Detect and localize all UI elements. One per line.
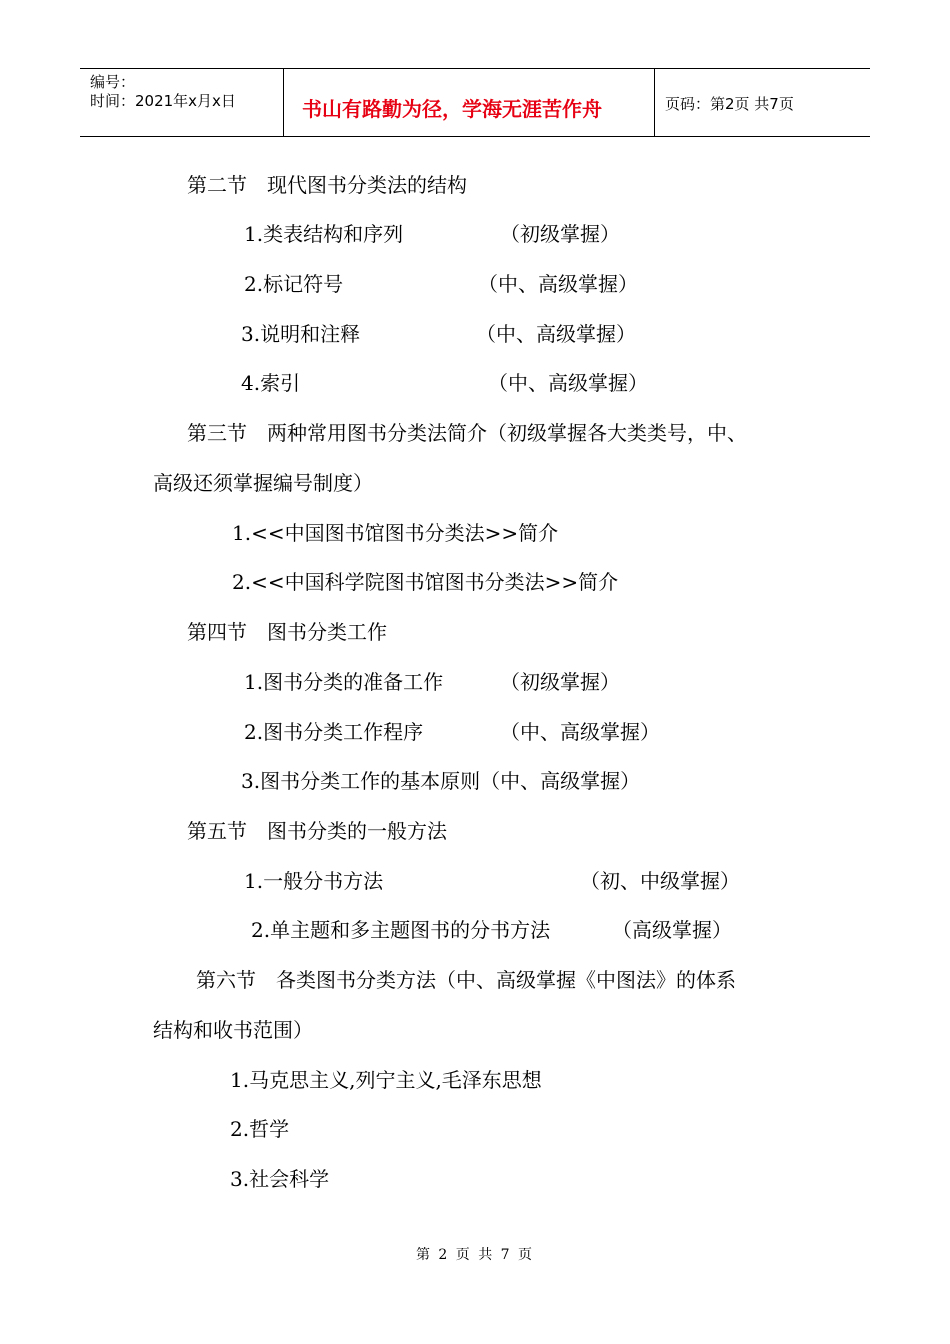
list-item: 2.标记符号 [244,272,344,296]
section-heading-cont: 结构和收书范围） [153,1018,313,1042]
list-item: 3.图书分类工作的基本原则（中、高级掌握） [241,769,641,793]
page-label: 页码：第2页 共7页 [665,95,794,113]
section-heading: 第六节 各类图书分类方法（中、高级掌握《中图法》的体系 [196,968,736,992]
list-item: 3.社会科学 [230,1167,330,1191]
level-note: （中、高级掌握） [500,720,660,744]
list-item: 2.单主题和多主题图书的分书方法 [251,918,551,942]
section-heading: 第五节 图书分类的一般方法 [187,819,447,843]
section-heading-cont: 高级还须掌握编号制度） [153,471,373,495]
level-note: （中、高级掌握） [476,322,636,346]
list-item: 1.一般分书方法 [244,869,384,893]
list-item: 1.<<中国图书馆图书分类法>>简介 [232,521,559,545]
date-label: 时间：2021年x月x日 [90,92,236,110]
header-meta-cell [80,69,284,136]
list-item: 2.哲学 [230,1117,290,1141]
level-note: （高级掌握） [612,918,732,942]
list-item: 1.马克思主义,列宁主义,毛泽东思想 [230,1068,542,1092]
header-table [80,68,870,137]
list-item: 3.说明和注释 [241,322,361,346]
header-motto-cell [284,69,655,136]
level-note: （初级掌握） [500,670,620,694]
motto: 书山有路勤为径，学海无涯苦作舟 [302,97,602,121]
list-item: 1.类表结构和序列 [244,222,404,246]
page-footer: 第 2 页 共 7 页 [415,1247,535,1263]
serial-label: 编号： [90,73,136,91]
header-page-cell [655,69,870,136]
level-note: （中、高级掌握） [478,272,638,296]
section-heading: 第二节 现代图书分类法的结构 [187,173,467,197]
list-item: 2.<<中国科学院图书馆图书分类法>>简介 [232,570,619,594]
list-item: 4.索引 [241,371,301,395]
level-note: （初、中级掌握） [580,869,740,893]
list-item: 1.图书分类的准备工作 [244,670,444,694]
list-item: 2.图书分类工作程序 [244,720,424,744]
level-note: （初级掌握） [500,222,620,246]
section-heading: 第四节 图书分类工作 [187,620,387,644]
section-heading: 第三节 两种常用图书分类法简介（初级掌握各大类类号，中、 [187,421,747,445]
level-note: （中、高级掌握） [488,371,648,395]
